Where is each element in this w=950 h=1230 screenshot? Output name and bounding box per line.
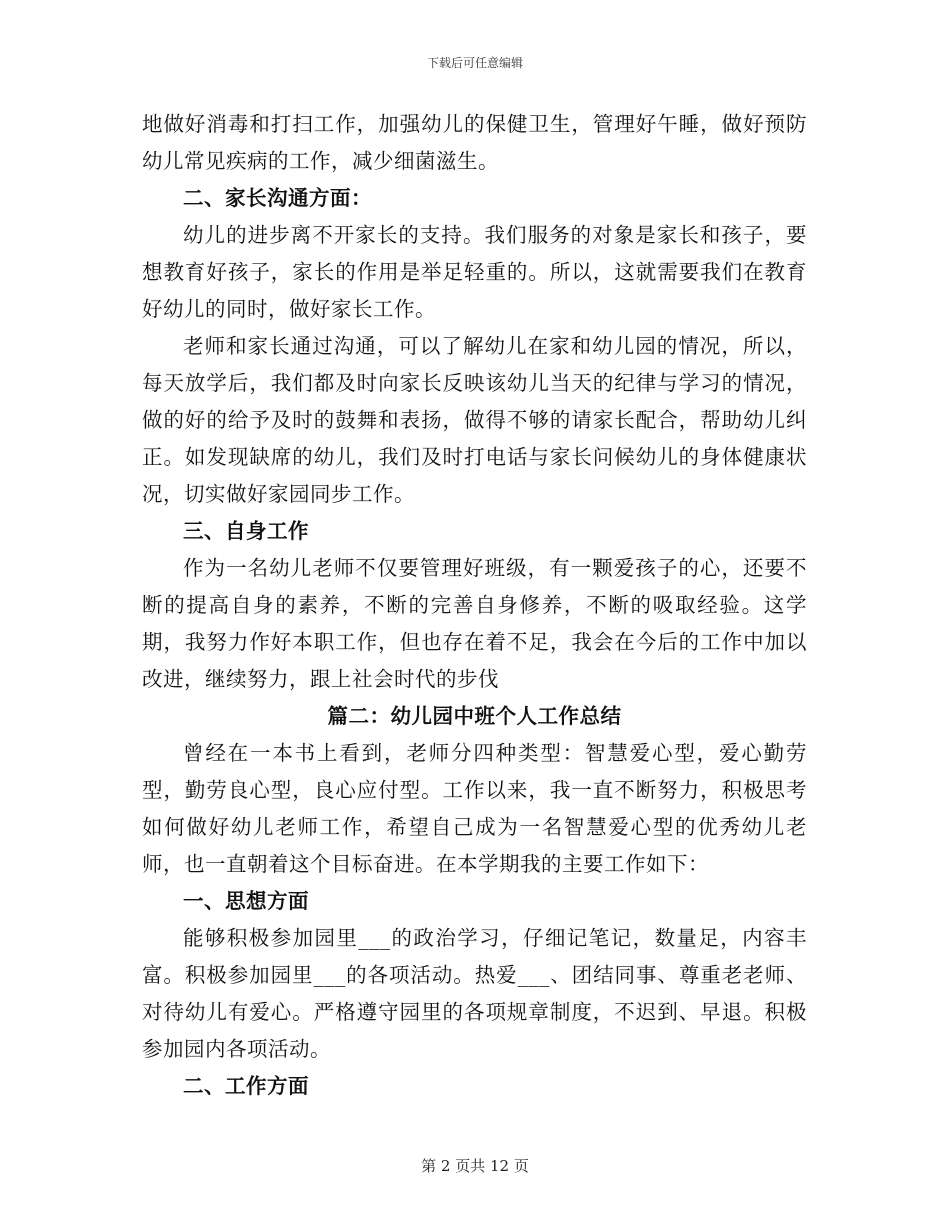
paragraph-hygiene: 地做好消毒和打扫工作，加强幼儿的保健卫生，管理好午睡，做好预防幼儿常见疾病的工作，减少细菌滋生。	[142, 112, 807, 173]
article-title: 篇二：幼儿园中班个人工作总结	[327, 704, 622, 728]
page-number: 第 2 页共 12 页	[421, 1157, 529, 1175]
heading-self-work: 三、自身工作	[183, 519, 309, 543]
document-body	[142, 106, 807, 1105]
heading-work: 二、工作方面	[183, 1074, 309, 1098]
heading-parent-communication: 二、家长沟通方面：	[183, 186, 372, 210]
page-header-note: 下载后可任意编辑	[426, 56, 523, 70]
heading-thought: 一、思想方面	[183, 889, 309, 913]
paragraph-parent-support: 幼儿的进步离不开家长的支持。我们服务的对象是家长和孩子，要想教育好孩子，家长的作用是举足轻重的。所以，这就需要我们在教育好幼儿的同时，做好家长工作。	[142, 223, 807, 321]
paragraph-thought: 能够积极参加园里___的政治学习，仔细记笔记，数量足，内容丰富。积极参加园里___的各项活动。热爱___、团结同事、尊重老老师、对待幼儿有爱心。严格遵守园里的各项规章制度，不迟到、早退。积极参加园内各项活动。	[142, 926, 807, 1061]
paragraph-self-improvement: 作为一名幼儿老师不仅要管理好班级，有一颗爱孩子的心，还要不断的提高自身的素养，不断的完善自身修养，不断的吸取经验。这学期，我努力作好本职工作，但也存在着不足，我会在今后的工作中加以改进，继续努力，跟上社会时代的步伐	[142, 556, 807, 691]
paragraph-teacher-types: 曾经在一本书上看到，老师分四种类型：智慧爱心型，爱心勤劳型，勤劳良心型，良心应付型。工作以来，我一直不断努力，积极思考如何做好幼儿老师工作，希望自己成为一名智慧爱心型的优秀幼儿老师，也一直朝着这个目标奋进。在本学期我的主要工作如下：	[142, 741, 807, 876]
paragraph-parent-contact: 老师和家长通过沟通，可以了解幼儿在家和幼儿园的情况，所以，每天放学后，我们都及时向家长反映该幼儿当天的纪律与学习的情况，做的好的给予及时的鼓舞和表扬，做得不够的请家长配合，帮助幼儿纠正。如发现缺席的幼儿，我们及时打电话与家长问候幼儿的身体健康状况，切实做好家园同步工作。	[142, 334, 807, 506]
